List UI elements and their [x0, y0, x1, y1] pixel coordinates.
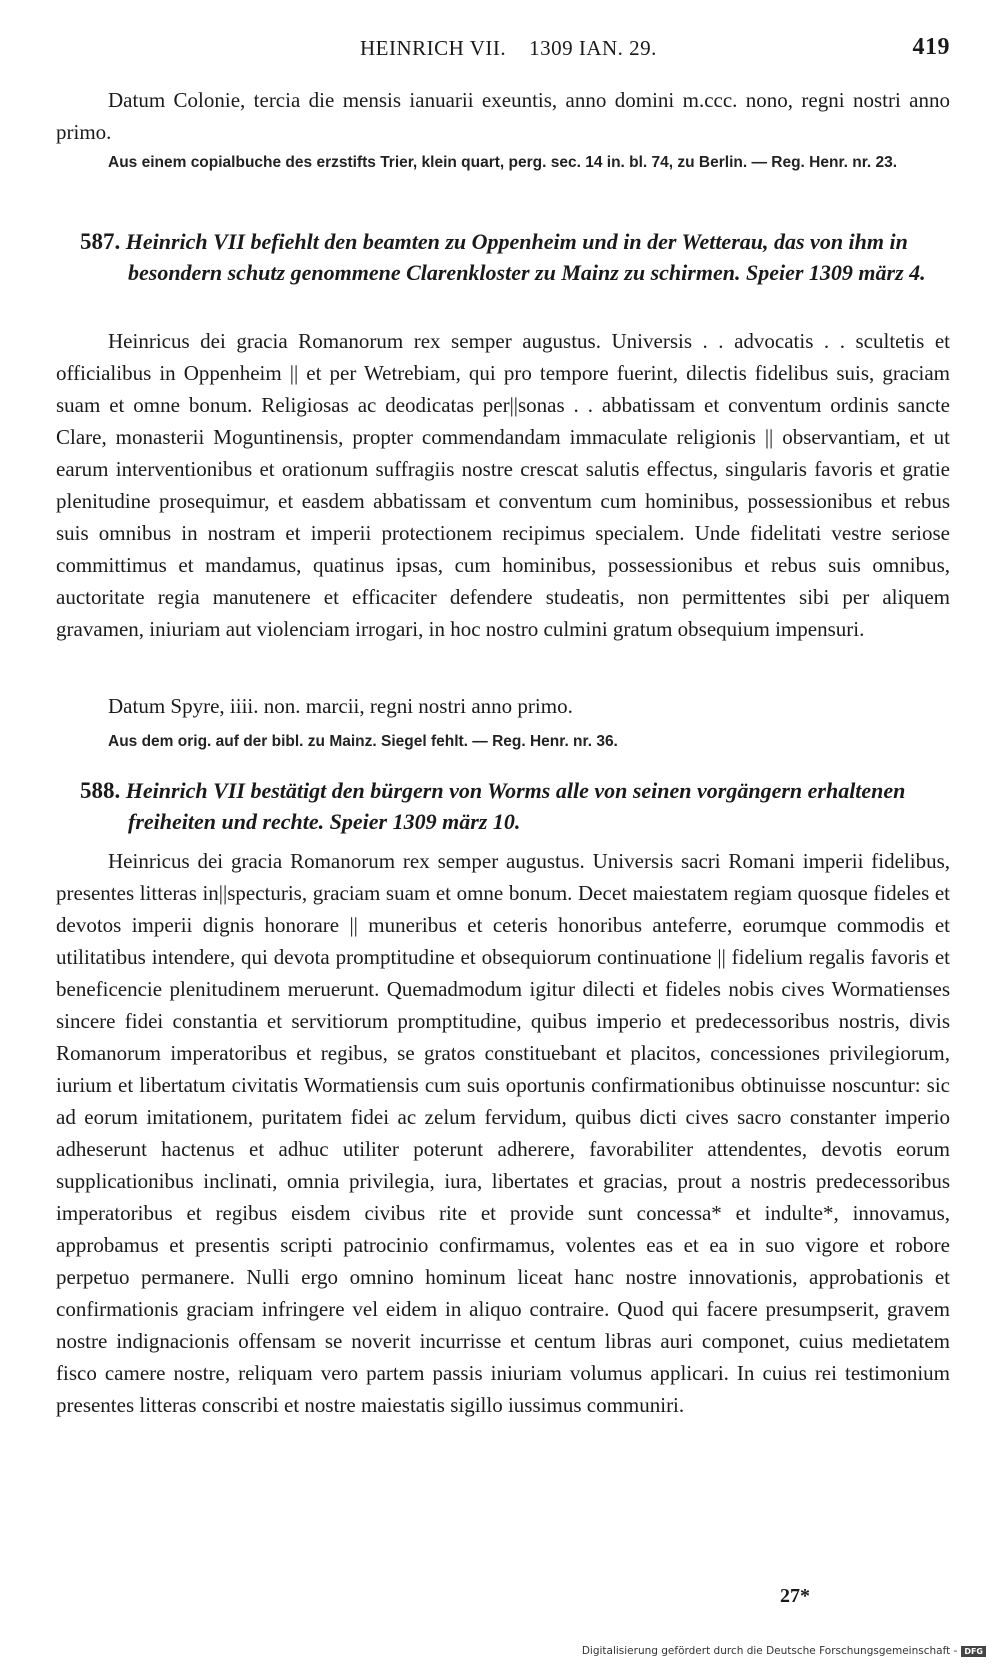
dfg-logo: DFG	[961, 1646, 986, 1657]
footer-text: Digitalisierung gefördert durch die Deutsche Forschungsgemeinschaft -	[581, 1645, 958, 1657]
doc-587-closing: Datum Spyre, iiii. non. marcii, regni nostri anno primo.	[108, 694, 573, 718]
signature-mark: 27*	[780, 1585, 810, 1607]
doc-587-regest	[80, 226, 998, 288]
page-number: 419	[912, 34, 950, 60]
doc-587-regest-text: Heinrich VII befiehlt den beamten zu Oppenheim und in der Wetterau, das von ihm in besondern schutz genommene Clarenkloster zu Mainz zu schirmen. Speier 1309 märz 4.	[125, 229, 926, 285]
doc-587-number: 587.	[80, 229, 121, 254]
digitization-footer	[582, 1645, 986, 1657]
doc-588-regest	[80, 775, 998, 837]
prev-doc-source: Aus einem copialbuche des erzstifts Trier, klein quart, perg. sec. 14 in. bl. 74, zu Berlin. — Reg. Henr. nr. 23.	[108, 154, 898, 171]
running-head	[360, 36, 960, 61]
doc-588-number: 588.	[80, 778, 121, 803]
doc-588-regest-text: Heinrich VII bestätigt den bürgern von Worms alle von seinen vorgängern erhaltenen freiheiten und rechte. Speier 1309 märz 10.	[125, 778, 906, 834]
running-head-title: HEINRICH VII. 1309 IAN. 29.	[360, 36, 657, 60]
doc-587-text: Heinricus dei gracia Romanorum rex semper augustus. Universis . . advocatis . . scultetis et officialibus in Oppenheim || et per Wetrebiam, qui pro tempore fuerint, dilectis fidelibus suis, graciam suam et omne bonum. Religiosas ac deodicatas per||sonas . . abbatissam et conventum ordinis sancte Clare, monasterii Moguntinensis, propter commendandam immaculate religionis || observantiam, et ut earum interventionibus et orationum suffragiis nostre crescat salutis effectus, singularis favoris et gratie plenitudine prosequimur, et easdem abbatissam et conventum cum hominibus, possessionibus et rebus suis omnibus in nostram et imperii protectionem recipimus specialem. Unde fidelitati vestre seriose committimus et mandamus, quatinus ipsas, cum hominibus, possessionibus et rebus suis omnibus, auctoritate regia manutenere et efficaciter defendere studeatis, non permittentes sibi per aliquem gravamen, iniuriam aut violenciam irrogari, in hoc nostro culmini gratum obsequium impensuri.	[56, 329, 950, 641]
doc-588-text: Heinricus dei gracia Romanorum rex semper augustus. Universis sacri Romani imperii fidelibus, presentes litteras in||specturis, graciam suam et omne bonum. Decet maiestatem regiam quosque fideles et devotos imperii dignis honorare || muneribus et ceteris honoribus anteferre, eorumque commodis et utilitatibus intendere, qui devota promptitudine et obsequiorum continuatione || fidelium regalis favoris et beneficencie plenitudinem meruerunt. Quemadmodum igitur dilecti et fideles nobis cives Wormatienses sincere fidei constantia et servitiorum promptitudine, quibus imperio et predecessoribus nostris, divis Romanorum imperatoribus et regibus, se gratos constituebant et placitos, concessiones privilegiorum, iurium et libertatum civitatis Wormatiensis cum suis oportunis confirmationibus obtinuisse noscuntur: sic ad eorum imitationem, puritatem fidei ac zelum fervidum, quibus dicti cives sacro constanter imperio adheserunt hactenus et adhuc utiliter poterunt adherere, favorabiliter attendentes, devotis eorum supplicationibus inclinati, omnia privilegia, iura, libertates et gracias, prout a nostris predecessoribus imperatoribus et regibus eisdem civibus rite et provide sunt concessa* et indulte*, innovamus, approbamus et presentis scripti patrocinio confirmamus, volentes eas et ea in suo vigore et robore perpetuo permanere. Nulli ergo omnino hominum liceat hanc nostre innovationis, approbationis et confirmationis graciam infringere vel eidem in aliquo contraire. Quod qui facere presumpserit, gravem nostre indignacionis offensam se noverit incurrisse et centum libras auri componet, cuius medietatem fisco camere nostre, reliquam vero partem passis iniuriam volumus applicari. In cuius rei testimonium presentes litteras conscribi et nostre maiestatis sigillo iussimus communiri.	[56, 849, 950, 1417]
prev-doc-closing: Datum Colonie, tercia die mensis ianuarii exeuntis, anno domini m.ccc. nono, regni nostri anno primo.	[56, 88, 950, 144]
doc-587-source: Aus dem orig. auf der bibl. zu Mainz. Siegel fehlt. — Reg. Henr. nr. 36.	[108, 733, 618, 750]
